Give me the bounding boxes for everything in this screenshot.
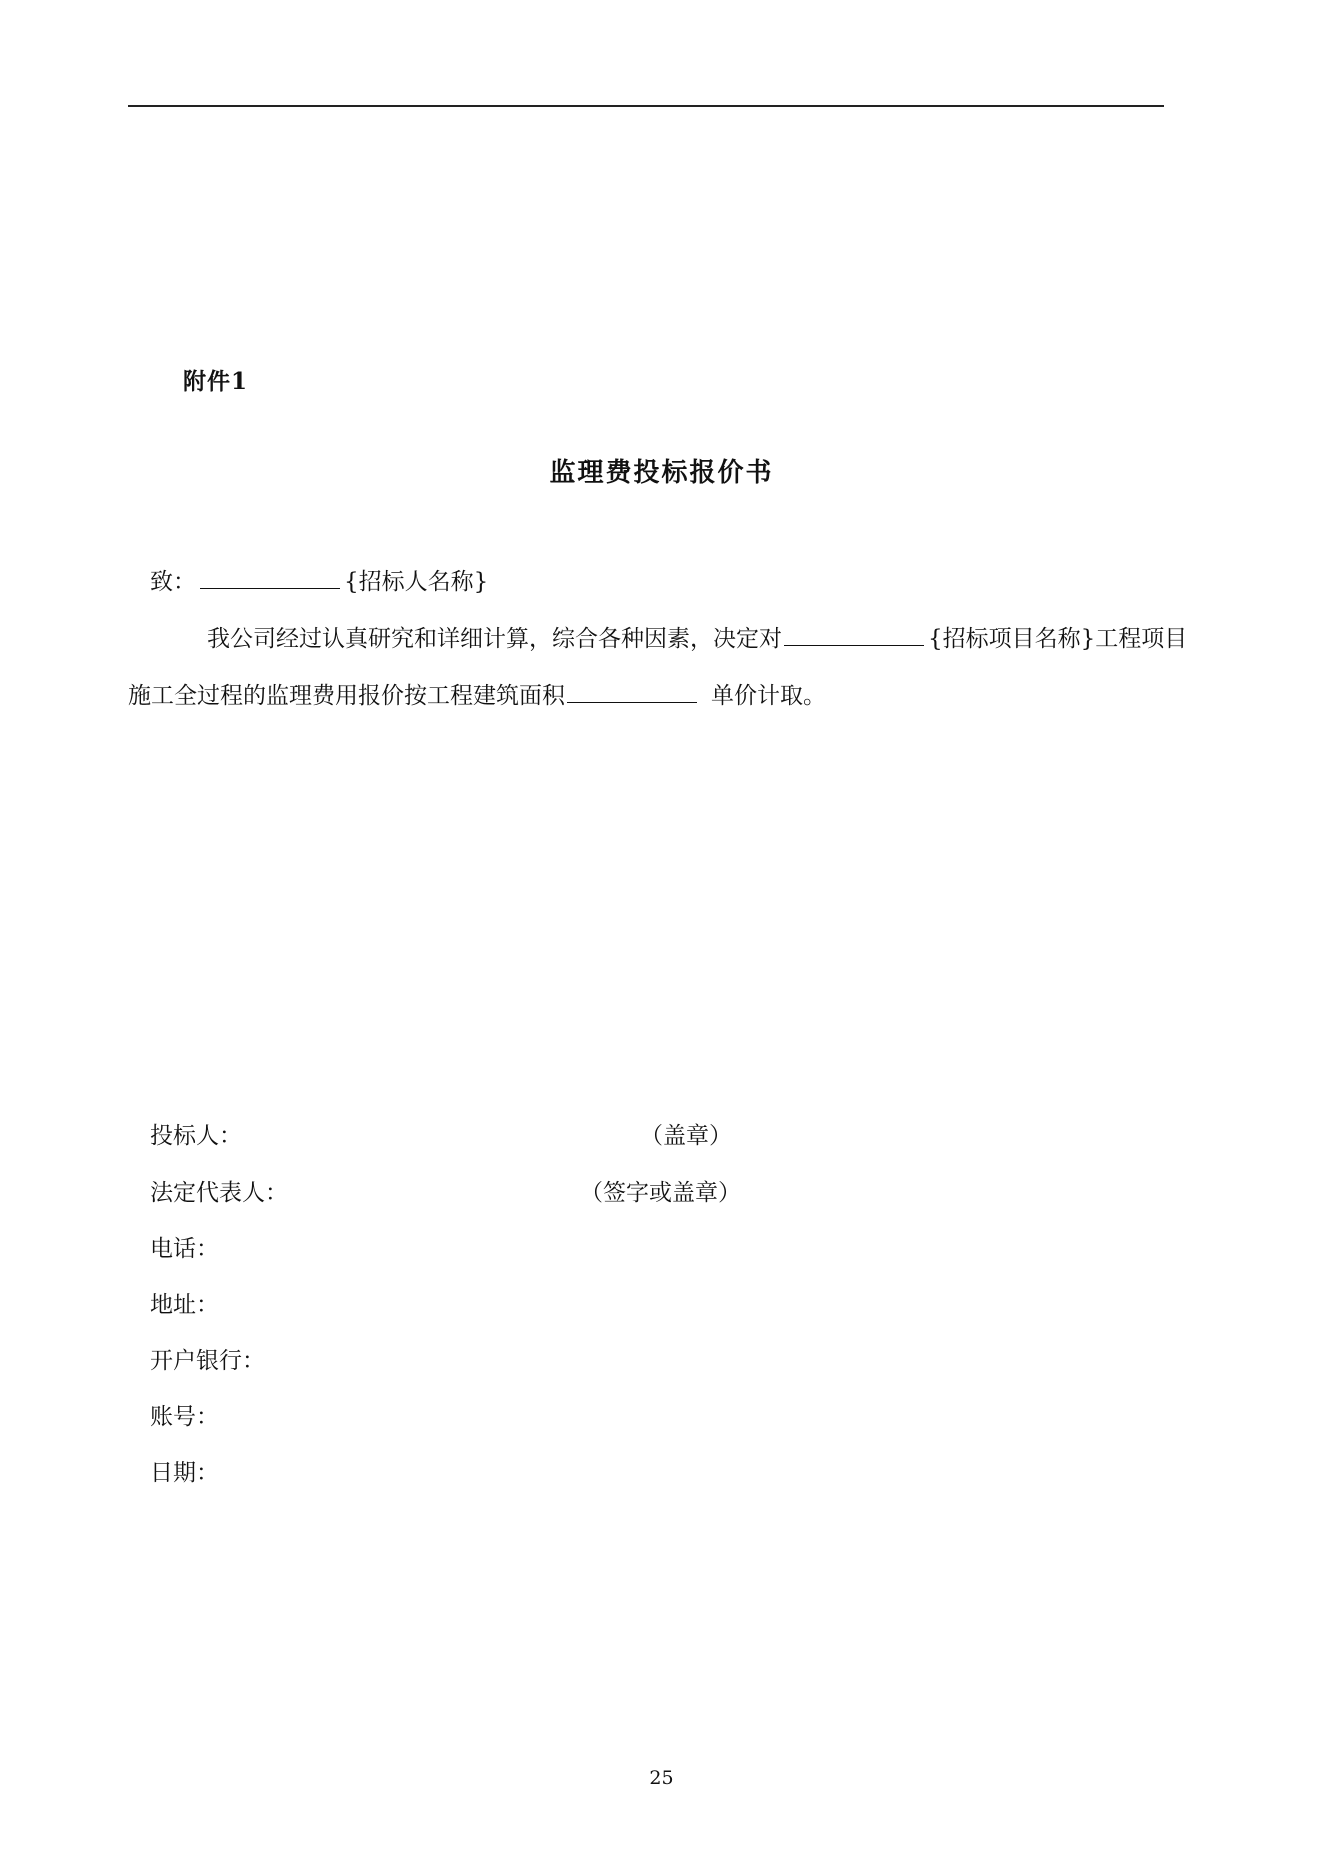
body-line-2-suffix: 单价计取。	[711, 683, 826, 709]
account-label: 账号：	[150, 1404, 219, 1430]
addressee-line	[150, 563, 488, 596]
bidder-seal-note: （盖章）	[640, 1123, 732, 1149]
project-name-blank[interactable]	[784, 621, 924, 646]
addressee-prefix: 致：	[150, 569, 196, 595]
body-line-2-text: 施工全过程的监理费用报价按工程建筑面积	[128, 683, 565, 709]
addressee-blank[interactable]	[200, 564, 340, 589]
bank-label: 开户银行：	[150, 1348, 265, 1374]
date-label: 日期：	[150, 1460, 219, 1486]
address-label: 地址：	[150, 1292, 219, 1318]
bidder-label: 投标人：	[150, 1123, 242, 1149]
legal-rep-note: （签字或盖章）	[580, 1180, 741, 1206]
legal-rep-label: 法定代表人：	[150, 1180, 288, 1206]
body-line-1-suffix: 工程项目	[1095, 626, 1188, 652]
phone-label: 电话：	[150, 1236, 219, 1262]
header-rule	[128, 105, 1164, 107]
addressee-placeholder: {招标人名称}	[344, 569, 489, 595]
document-title: 监理费投标报价书	[549, 458, 774, 488]
project-name-placeholder: {招标项目名称}	[928, 626, 1096, 652]
body-line-2	[128, 677, 826, 710]
body-line-1	[207, 620, 1187, 653]
unit-price-blank[interactable]	[567, 678, 697, 703]
page-number: 25	[649, 1767, 674, 1789]
body-line-1-text: 我公司经过认真研究和详细计算，综合各种因素，决定对	[207, 626, 782, 652]
attachment-label: 附件1	[183, 368, 249, 395]
